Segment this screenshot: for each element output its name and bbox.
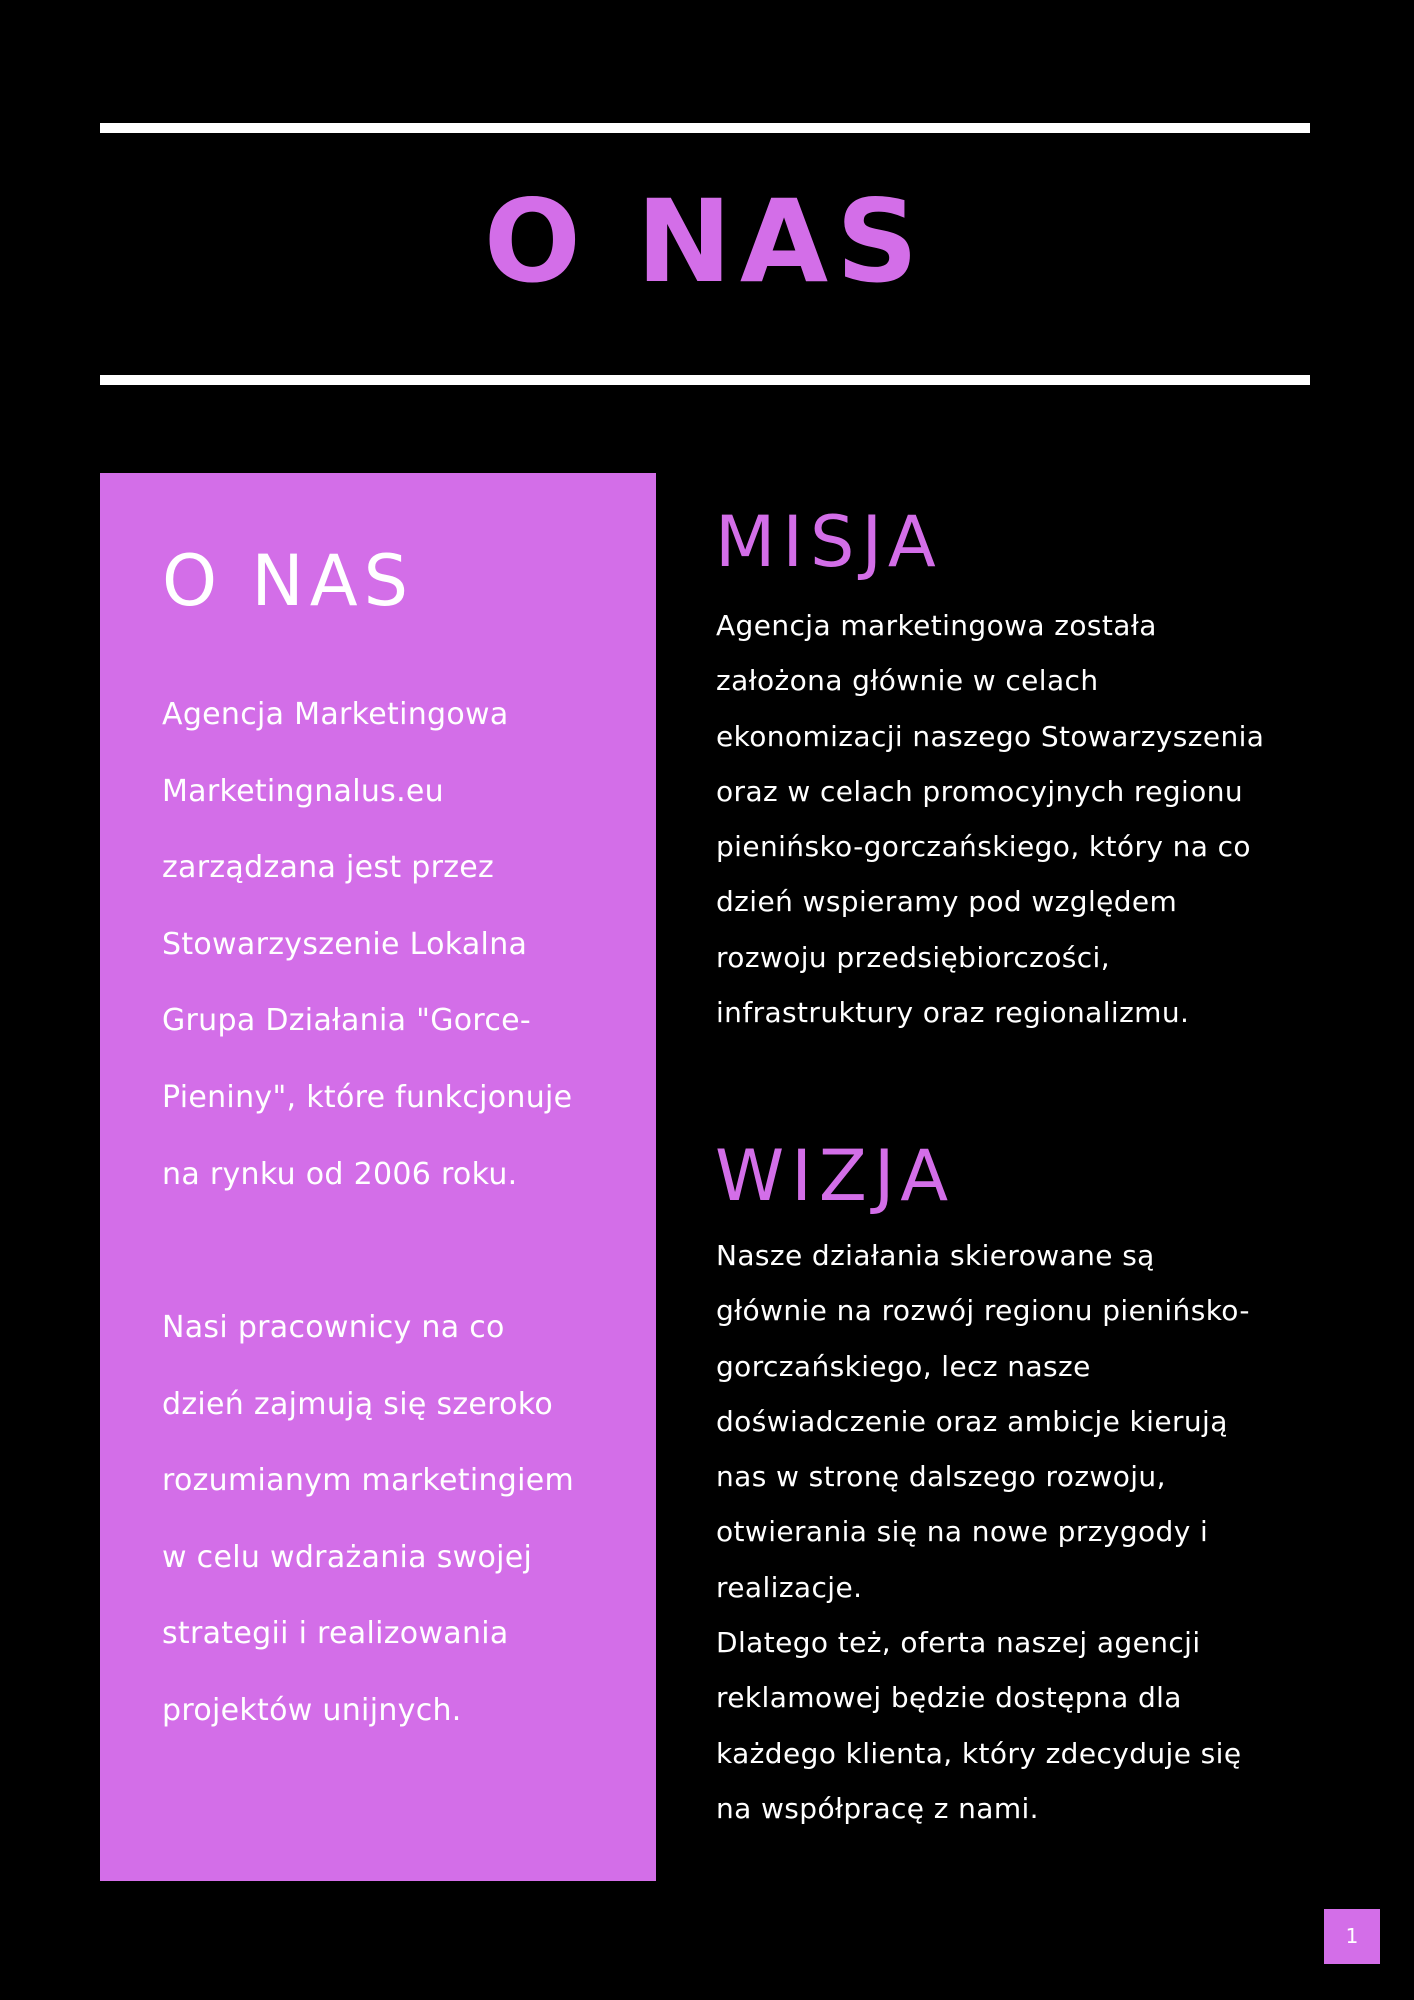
- mission-text-line: Agencja marketingowa została: [716, 609, 1157, 642]
- vision-text-line: nas w stronę dalszego rozwoju,: [716, 1460, 1166, 1494]
- about-paragraph-1: [162, 677, 632, 1213]
- vision-text-line: reklamowej będzie dostępna dla: [716, 1681, 1182, 1715]
- about-paragraph-1-line: Grupa Działania "Gorce-: [162, 1003, 532, 1039]
- mission-text-line: dzień wspieramy pod względem: [716, 885, 1178, 919]
- vision-text-line: na współpracę z nami.: [716, 1791, 1039, 1825]
- about-paragraph-1-line: na rynku od 2006 roku.: [162, 1156, 518, 1192]
- about-paragraph-2-line: dzień zajmują się szeroko: [162, 1386, 554, 1422]
- bottom-divider: [100, 375, 1310, 385]
- top-divider: [100, 123, 1310, 133]
- about-panel: [100, 473, 656, 1881]
- about-paragraph-2-line: rozumianym marketingiem: [162, 1463, 575, 1499]
- about-paragraph-2: [162, 1290, 632, 1750]
- mission-text-line: ekonomizacji naszego Stowarzyszenia: [716, 719, 1265, 753]
- about-panel-heading: O NAS: [162, 540, 415, 622]
- about-paragraph-1-line: Stowarzyszenie Lokalna: [162, 926, 528, 962]
- mission-text-line: infrastruktury oraz regionalizmu.: [716, 996, 1190, 1030]
- about-paragraph-1-line: Agencja Marketingowa: [162, 697, 509, 732]
- vision-text-line: gorczańskiego, lecz nasze: [716, 1349, 1091, 1383]
- vision-text-line: realizacje.: [716, 1570, 863, 1604]
- about-paragraph-1-line: zarządzana jest przez: [162, 850, 495, 886]
- mission-text: [716, 598, 1316, 1040]
- vision-text-line: każdego klienta, który zdecyduje się: [716, 1736, 1242, 1770]
- mission-text-line: założona głównie w celach: [716, 664, 1099, 698]
- about-paragraph-1-line: Pieniny", które funkcjonuje: [162, 1079, 573, 1115]
- vision-text-line: Nasze działania skierowane są: [716, 1239, 1155, 1272]
- mission-text-line: oraz w celach promocyjnych regionu: [716, 774, 1244, 808]
- vision-text-line: doświadczenie oraz ambicje kierują: [716, 1404, 1228, 1438]
- mission-text-line: rozwoju przedsiębiorczości,: [716, 940, 1111, 974]
- about-paragraph-2-line: Nasi pracownicy na co: [162, 1310, 505, 1345]
- vision-text-line: otwierania się na nowe przygody i: [716, 1515, 1209, 1549]
- page-title: O NAS: [483, 175, 927, 308]
- page-number-badge: 1: [1324, 1909, 1380, 1964]
- about-paragraph-2-line: strategii i realizowania: [162, 1616, 509, 1652]
- about-paragraph-2-line: w celu wdrażania swojej: [162, 1539, 533, 1575]
- about-paragraph-1-line: Marketingnalus.eu: [162, 773, 444, 809]
- mission-heading: MISJA: [715, 501, 943, 583]
- about-paragraph-2-line: projektów unijnych.: [162, 1692, 462, 1728]
- vision-heading: WIZJA: [715, 1135, 956, 1217]
- vision-text-line: Dlatego też, oferta naszej agencji: [716, 1626, 1201, 1660]
- vision-text-line: głównie na rozwój regionu pienińsko-: [716, 1294, 1250, 1328]
- vision-text: [716, 1228, 1316, 1836]
- mission-text-line: pienińsko-gorczańskiego, który na co: [716, 830, 1251, 864]
